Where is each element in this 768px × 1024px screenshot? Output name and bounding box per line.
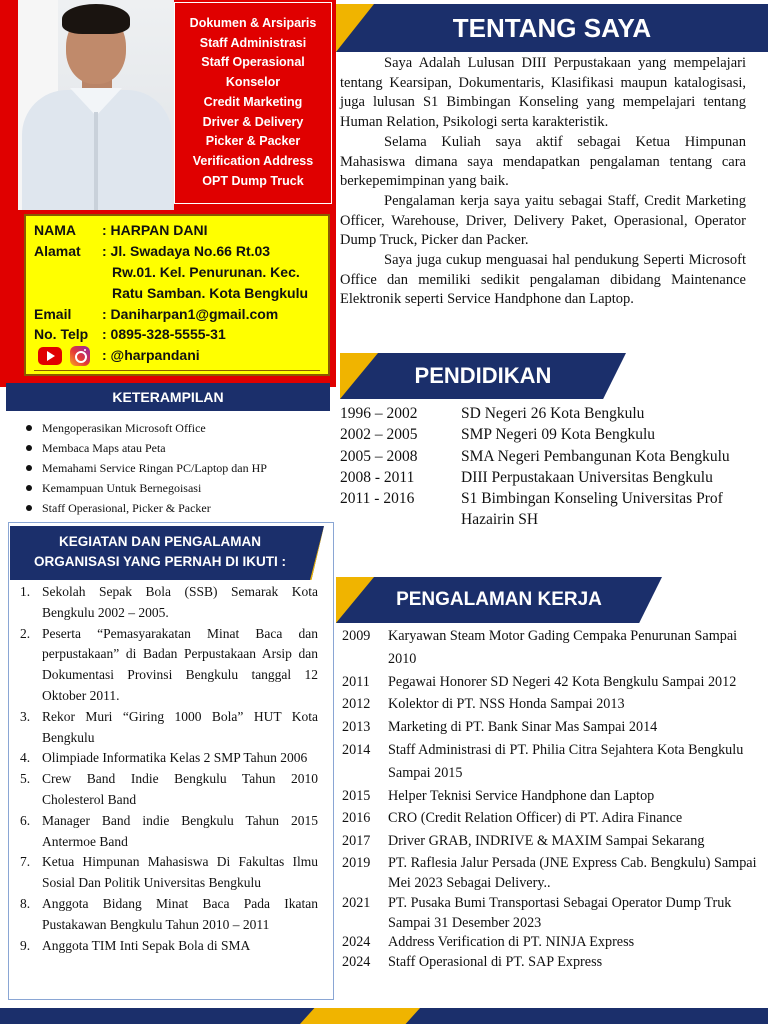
work-item bbox=[342, 933, 762, 953]
education-years: 2008 - 2011 bbox=[340, 468, 415, 486]
education-header bbox=[340, 353, 626, 399]
phone-value: : 0895-328-5555-31 bbox=[102, 326, 226, 342]
work-title: PENGALAMAN KERJA bbox=[396, 589, 602, 610]
work-item bbox=[342, 807, 762, 830]
work-year: 2013 bbox=[342, 719, 371, 736]
skills-list bbox=[24, 418, 267, 518]
activity-number: 6. bbox=[20, 812, 31, 828]
education-school: DIII Perpustakaan Universitas Bengkulu bbox=[461, 468, 713, 486]
role-item: Konselor bbox=[225, 75, 281, 90]
activity-text: Olimpiade Informatika Kelas 2 SMP Tahun 2006 bbox=[42, 750, 308, 766]
skill-item: Kemampuan Untuk Bernegoisasi bbox=[24, 478, 267, 498]
activity-number: 3. bbox=[20, 708, 31, 724]
education-years: 2011 - 2016 bbox=[340, 490, 415, 508]
work-item bbox=[342, 953, 762, 973]
work-text: Karyawan Steam Motor Gading Cempaka Penurunan Sampai 2010 bbox=[388, 628, 738, 667]
activity-text: Anggota TIM Inti Sepak Bola di SMA bbox=[42, 937, 251, 953]
email-value: : Daniharpan1@gmail.com bbox=[102, 306, 279, 322]
about-header bbox=[336, 4, 768, 52]
about-paragraph: Saya juga cukup menguasai hal pendukung Seperti Microsoft Office dan memiliki sedikit pengalaman dibidang Maintenance Elektronik seperti Service Handphone dan Laptop. bbox=[340, 252, 746, 308]
work-item bbox=[342, 716, 762, 739]
work-item bbox=[342, 693, 762, 716]
activity-number: 4. bbox=[20, 750, 31, 766]
activity-item bbox=[20, 936, 318, 957]
address-line-2: Rw.01. Kel. Penurunan. Kec. bbox=[112, 264, 300, 280]
work-list bbox=[342, 625, 762, 972]
divider bbox=[34, 370, 320, 371]
phone-label: No. Telp bbox=[34, 326, 89, 342]
about-text bbox=[340, 54, 746, 310]
education-list bbox=[340, 403, 760, 531]
work-year: 2015 bbox=[342, 787, 371, 804]
education-school: S1 Bimbingan Konseling Universitas Prof Hazairin SH bbox=[461, 490, 723, 529]
activity-number: 5. bbox=[20, 771, 31, 787]
roles-list bbox=[175, 3, 331, 191]
work-text: Marketing di PT. Bank Sinar Mas Sampai 2014 bbox=[388, 719, 658, 736]
activity-text: Rekor Muri “Giring 1000 Bola” HUT Kota Bengkulu bbox=[42, 708, 318, 745]
activity-item bbox=[20, 894, 318, 936]
work-text: Kolektor di PT. NSS Honda Sampai 2013 bbox=[388, 696, 625, 713]
work-year: 2011 bbox=[342, 673, 370, 690]
role-item: Driver & Delivery bbox=[202, 114, 304, 129]
skill-item: Mengoperasikan Microsoft Office bbox=[24, 418, 267, 438]
activities-title-line-2: ORGANISASI YANG PERNAH DI IKUTI : bbox=[33, 554, 287, 569]
profile-photo bbox=[18, 0, 174, 210]
work-year: 2012 bbox=[342, 696, 371, 713]
activity-item bbox=[20, 582, 318, 624]
education-years: 2005 – 2008 bbox=[340, 447, 418, 465]
role-item: Staff Operasional bbox=[201, 55, 305, 70]
about-paragraph: Pengalaman kerja saya yaitu sebagai Staff, Credit Marketing Officer, Warehouse, Driver, Delivery Paket, Operasional, Operator Dump Truck, Picker dan Packer. bbox=[340, 192, 746, 249]
work-text: Driver GRAB, INDRIVE & MAXIM Sampai Sekarang bbox=[388, 833, 705, 850]
activities-title bbox=[10, 532, 310, 572]
activity-text: Peserta “Pemasyarakatan Minat Baca dan perpustakaan” di Badan Perpustakaan Arsip dan Dokumentasi Provinsi Bengkulu tanggal 12 Oktober 2011. bbox=[42, 625, 318, 703]
work-header bbox=[336, 577, 662, 623]
name-label: NAMA bbox=[34, 222, 76, 238]
activity-text: Crew Band Indie Bengkulu Tahun 2010 Cholesterol Band bbox=[42, 771, 318, 807]
address-label: Alamat bbox=[34, 243, 81, 259]
education-years: 1996 – 2002 bbox=[340, 405, 418, 422]
education-item bbox=[340, 403, 760, 424]
work-item bbox=[342, 785, 762, 808]
youtube-icon[interactable] bbox=[38, 347, 62, 365]
activities-title-line-1: KEGIATAN DAN PENGALAMAN bbox=[59, 534, 261, 549]
work-text: PT. Raflesia Jalur Persada (JNE Express Cab. Bengkulu) Sampai Mei 2023 Sebagai Delivery.. bbox=[388, 854, 757, 891]
work-text: Pegawai Honorer SD Negeri 42 Kota Bengkulu Sampai 2012 bbox=[388, 673, 737, 690]
role-item: Dokumen & Arsiparis bbox=[189, 16, 317, 30]
work-text: Staff Operasional di PT. SAP Express bbox=[388, 953, 603, 970]
education-item bbox=[340, 446, 760, 467]
education-item bbox=[340, 467, 760, 488]
work-year: 2014 bbox=[342, 741, 371, 758]
work-item bbox=[342, 853, 762, 893]
work-year: 2021 bbox=[342, 894, 371, 911]
skill-item: Memahami Service Ringan PC/Laptop dan HP bbox=[24, 458, 267, 478]
activities-list bbox=[20, 582, 318, 956]
education-item bbox=[340, 424, 760, 445]
work-item bbox=[342, 893, 762, 933]
about-paragraph: Saya Adalah Lulusan DIII Perpustakaan yang mempelajari tentang Kearsipan, Dokumentaris, Klasifikasi maupun katalogisasi, juga lulusan S1 Bimbingan Konseling yang mempelajari tentang Human Relation, Psikologi serta karakteristik. bbox=[340, 55, 746, 131]
address-line-3: Ratu Samban. Kota Bengkulu bbox=[112, 285, 309, 301]
work-text: Staff Administrasi di PT. Philia Citra Sejahtera Kota Bengkulu Sampai 2015 bbox=[388, 741, 744, 781]
activity-text: Anggota Bidang Minat Baca Pada Ikatan Pustakawan Bengkulu Tahun 2010 – 2011 bbox=[42, 895, 318, 932]
activity-item bbox=[20, 811, 318, 853]
activity-number: 2. bbox=[20, 625, 31, 641]
activity-item bbox=[20, 707, 318, 749]
work-text: PT. Pusaka Bumi Transportasi Sebagai Operator Dump Truk Sampai 31 Desember 2023 bbox=[388, 894, 732, 931]
social-handle: : @harpandani bbox=[102, 347, 200, 363]
work-year: 2009 bbox=[342, 628, 371, 644]
activity-number: 8. bbox=[20, 895, 31, 911]
activity-item bbox=[20, 769, 318, 811]
work-item bbox=[342, 739, 762, 785]
activity-number: 9. bbox=[20, 937, 31, 953]
education-years: 2002 – 2005 bbox=[340, 426, 418, 444]
role-item: Staff Administrasi bbox=[199, 35, 307, 50]
work-item bbox=[342, 671, 762, 694]
work-text: CRO (Credit Relation Officer) di PT. Adira Finance bbox=[388, 810, 683, 827]
about-paragraph: Selama Kuliah saya aktif sebagai Ketua Himpunan Mahasiswa dimana saya mendapatkan pengalaman tentang cara berkepemimpinan yang baik. bbox=[340, 133, 746, 190]
work-item bbox=[342, 830, 762, 853]
work-year: 2017 bbox=[342, 833, 371, 850]
instagram-icon[interactable] bbox=[70, 346, 90, 366]
skills-header: KETERAMPILAN bbox=[6, 383, 330, 411]
about-title: TENTANG SAYA bbox=[452, 12, 652, 43]
skill-item: Membaca Maps atau Peta bbox=[24, 438, 267, 458]
roles-box bbox=[174, 2, 332, 204]
activity-number: 1. bbox=[20, 584, 31, 599]
header-panel bbox=[0, 0, 336, 387]
education-school: SMA Negeri Pembangunan Kota Bengkulu bbox=[461, 447, 730, 465]
activity-text: Manager Band indie Bengkulu Tahun 2015 Antermoe Band bbox=[42, 812, 318, 849]
role-item: Picker & Packer bbox=[205, 134, 301, 149]
footer-strip bbox=[0, 1008, 768, 1024]
skill-item: Staff Operasional, Picker & Packer bbox=[24, 498, 267, 518]
work-text: Helper Teknisi Service Handphone dan Laptop bbox=[388, 787, 655, 804]
role-item: Verification Address bbox=[192, 153, 314, 168]
work-year: 2016 bbox=[342, 810, 371, 827]
personal-info-box bbox=[24, 214, 330, 376]
work-year: 2024 bbox=[342, 953, 371, 970]
role-item: OPT Dump Truck bbox=[202, 173, 304, 188]
education-title: PENDIDIKAN bbox=[414, 363, 552, 388]
work-year: 2019 bbox=[342, 854, 371, 871]
education-school: SD Negeri 26 Kota Bengkulu bbox=[461, 405, 645, 422]
work-item bbox=[342, 625, 762, 671]
education-item bbox=[340, 488, 760, 531]
activity-item bbox=[20, 624, 318, 707]
activity-text: Ketua Himpunan Mahasiswa Di Fakultas Ilmu Sosial Dan Politik Universitas Bengkulu bbox=[42, 854, 318, 891]
work-text: Address Verification di PT. NINJA Express bbox=[388, 933, 635, 950]
activity-item bbox=[20, 748, 318, 769]
address-line-1: : Jl. Swadaya No.66 Rt.03 bbox=[102, 243, 271, 259]
role-item: Credit Marketing bbox=[203, 94, 303, 109]
activity-text: Sekolah Sepak Bola (SSB) Semarak Kota Bengkulu 2002 – 2005. bbox=[42, 584, 318, 620]
activity-item bbox=[20, 852, 318, 894]
activity-number: 7. bbox=[20, 854, 31, 870]
name-value: : HARPAN DANI bbox=[102, 222, 208, 238]
email-label: Email bbox=[34, 306, 72, 322]
education-school: SMP Negeri 09 Kota Bengkulu bbox=[461, 426, 656, 444]
work-year: 2024 bbox=[342, 933, 371, 950]
